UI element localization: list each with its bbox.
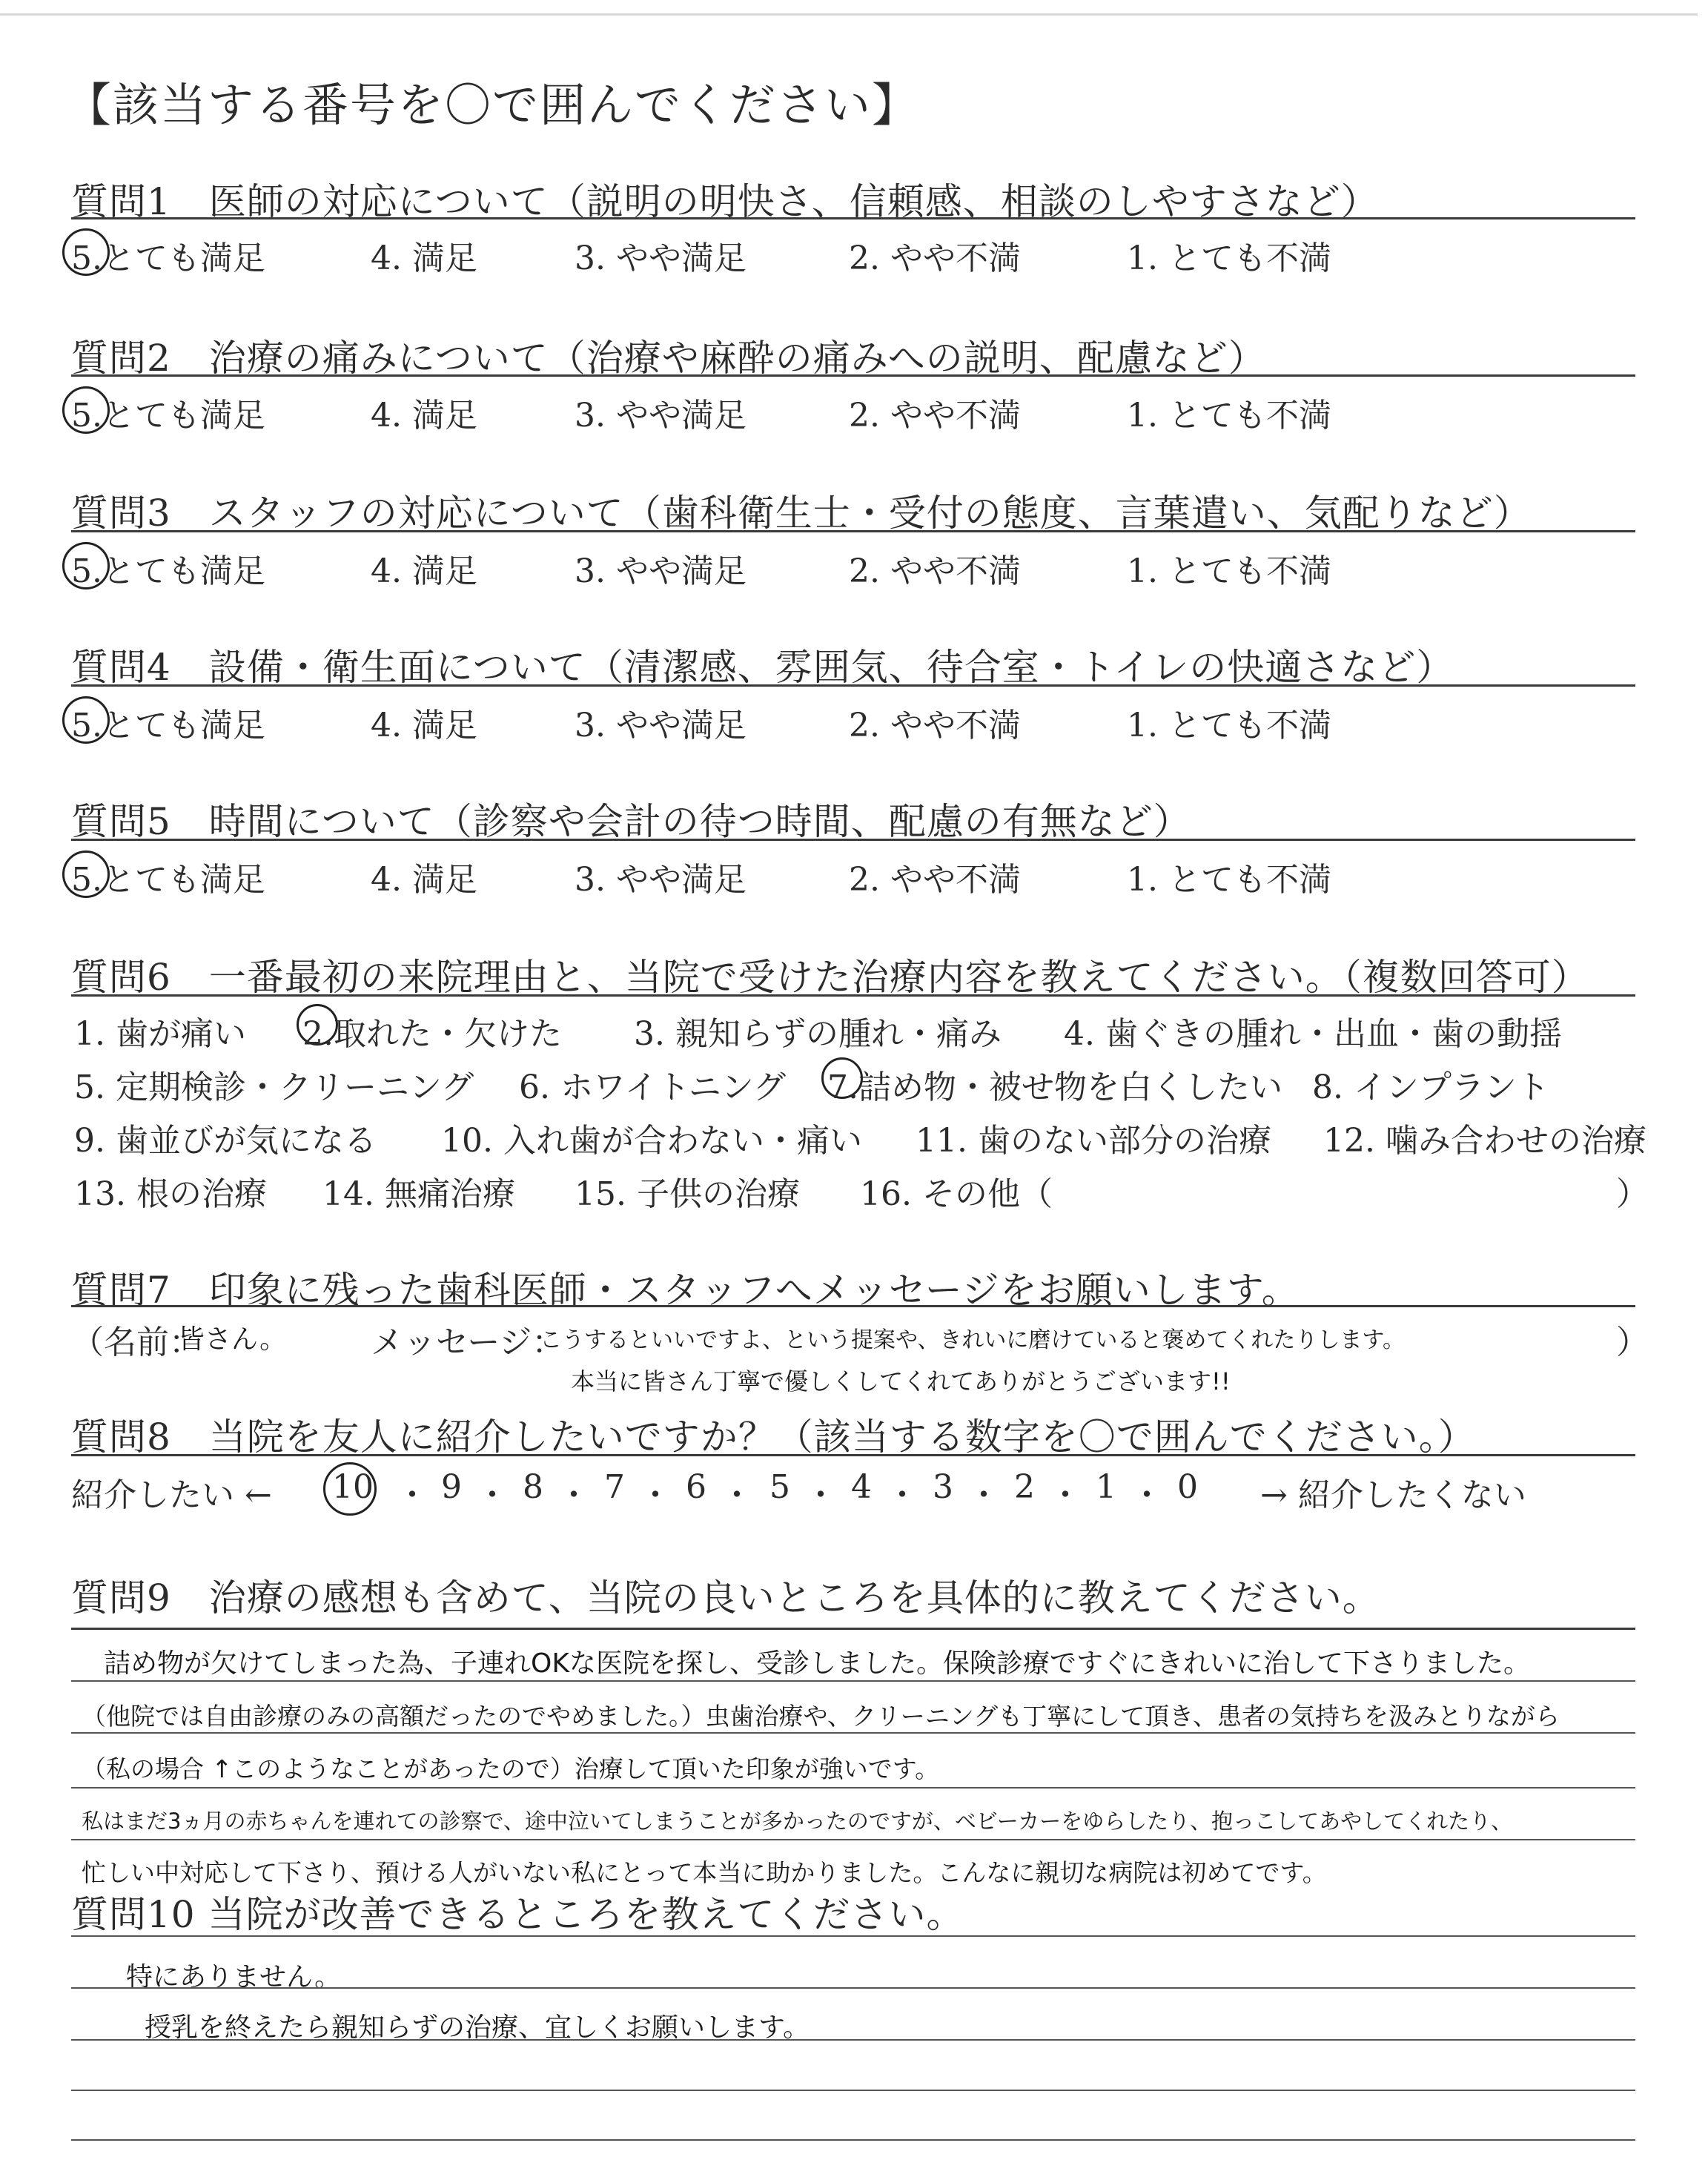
scale-3[interactable]: 3: [933, 1468, 953, 1506]
q6-option-7[interactable]: 7.詰め物・被せ物を白くしたい: [827, 1069, 1282, 1106]
q5-option-1[interactable]: 1. とても不満: [1127, 861, 1331, 899]
q9-line-3[interactable]: （私の場合 ↑このようなことがあったので）治療して頂いた印象が強いです。: [82, 1754, 940, 1783]
writing-line: [71, 1680, 1635, 1682]
q1-option-2[interactable]: 2. やや不満: [849, 240, 1021, 277]
q6-option-12[interactable]: 12. 噛み合わせの治療: [1323, 1122, 1646, 1160]
scale-4[interactable]: 4: [851, 1468, 872, 1506]
q5-option-2[interactable]: 2. やや不満: [849, 861, 1021, 899]
q4-option-2[interactable]: 2. やや不満: [849, 707, 1021, 744]
q6-option-16-close: ）: [1616, 1175, 1649, 1213]
q7-message-label: メッセージ：: [371, 1324, 565, 1361]
q10-line-1[interactable]: 特にありません。: [126, 1962, 342, 1992]
q6-option-11[interactable]: 11. 歯のない部分の治療: [916, 1122, 1271, 1160]
q9-line-5[interactable]: 忙しい中対応して下さり、預ける人がいない私にとって本当に助かりました。こんなに親切な病院は初めてです。: [82, 1858, 1327, 1887]
q7-name-value[interactable]: 皆さん。: [178, 1324, 287, 1355]
scale-7[interactable]: 7: [604, 1468, 625, 1506]
writing-line: [71, 1732, 1635, 1734]
scale-dot: ・: [1049, 1476, 1082, 1514]
q6-option-15[interactable]: 15. 子供の治療: [575, 1175, 800, 1213]
q6-option-2[interactable]: 2.取れた・欠けた: [302, 1015, 562, 1053]
q1-option-4[interactable]: 4. 満足: [371, 240, 477, 277]
scale-dot: ・: [639, 1476, 672, 1514]
writing-line: [71, 1935, 1635, 1937]
q3-option-4[interactable]: 4. 満足: [371, 552, 477, 590]
q7-close-paren: ）: [1616, 1324, 1649, 1361]
q6-option-8[interactable]: 8. インプラント: [1312, 1069, 1549, 1106]
question-9-rule: [71, 1628, 1635, 1630]
q4-option-3[interactable]: 3. やや満足: [575, 707, 747, 744]
question-7-title: 質問7 印象に残った歯科医師・スタッフへメッセージをお願いします。: [71, 1269, 1300, 1312]
q6-option-14[interactable]: 14. 無痛治療: [322, 1175, 515, 1213]
form-header: 【該当する番号を〇で囲んでください】: [65, 78, 920, 132]
scale-8[interactable]: 8: [523, 1468, 543, 1506]
q6-option-3[interactable]: 3. 親知らずの腫れ・痛み: [634, 1015, 1002, 1053]
scale-dot: ・: [557, 1476, 590, 1514]
q6-option-16[interactable]: 16. その他（: [860, 1175, 1053, 1213]
scale-10[interactable]: 10: [332, 1468, 374, 1506]
q8-left-label: 紹介したい ←: [71, 1476, 272, 1514]
q2-option-3[interactable]: 3. やや満足: [575, 397, 747, 435]
question-8-rule: [71, 1454, 1635, 1456]
q1-option-3[interactable]: 3. やや満足: [575, 240, 747, 277]
writing-line: [71, 1987, 1635, 1989]
scale-dot: ・: [967, 1476, 1000, 1514]
q9-line-4[interactable]: 私はまだ3ヵ月の赤ちゃんを連れての診察で、途中泣いてしまうことが多かったのですが、ベビーカーをゆらしたり、抱っこしてあやしてくれたり、: [82, 1809, 1513, 1834]
scale-dot: ・: [721, 1476, 753, 1514]
question-5-rule: [71, 839, 1635, 841]
q6-option-9[interactable]: 9. 歯並びが気になる: [74, 1122, 377, 1160]
q5-option-4[interactable]: 4. 満足: [371, 861, 477, 899]
q7-name-label: （名前：: [71, 1324, 202, 1361]
scale-dot: ・: [886, 1476, 918, 1514]
question-3-title: 質問3 スタッフの対応について（歯科衛生士・受付の態度、言葉遣い、気配りなど）: [71, 492, 1532, 535]
scale-0[interactable]: 0: [1177, 1468, 1198, 1506]
q6-option-10[interactable]: 10. 入れ歯が合わない・痛い: [441, 1122, 862, 1160]
q4-option-4[interactable]: 4. 満足: [371, 707, 477, 744]
q6-option-5[interactable]: 5. 定期検診・クリーニング: [74, 1069, 474, 1106]
q1-option-1[interactable]: 1. とても不満: [1127, 240, 1331, 277]
scale-6[interactable]: 6: [686, 1468, 706, 1506]
scale-9[interactable]: 9: [441, 1468, 462, 1506]
q4-option-5[interactable]: 5.とても満足: [71, 707, 265, 744]
question-4-rule: [71, 684, 1635, 687]
q9-line-1[interactable]: 詰め物が欠けてしまった為、子連れOKな医院を探し、受診しました。保険診療ですぐにきれいに治して下さりました。: [104, 1648, 1530, 1679]
q5-option-5[interactable]: 5.とても満足: [71, 861, 265, 899]
q2-option-2[interactable]: 2. やや不満: [849, 397, 1021, 435]
scale-dot: ・: [1131, 1476, 1163, 1514]
question-4-title: 質問4 設備・衛生面について（清潔感、雰囲気、待合室・トイレの快適さなど）: [71, 646, 1454, 689]
question-2-rule: [71, 374, 1635, 377]
question-1-title: 質問1 医師の対応について（説明の明快さ、信頼感、相談のしやすさなど）: [71, 180, 1379, 223]
question-5-title: 質問5 時間について（診察や会計の待つ時間、配慮の有無など）: [71, 800, 1191, 843]
q8-right-label: → 紹介したくない: [1260, 1476, 1526, 1514]
scale-dot: ・: [396, 1476, 428, 1514]
q2-option-4[interactable]: 4. 満足: [371, 397, 477, 435]
writing-line: [71, 2039, 1635, 2041]
question-6-title: 質問6 一番最初の来院理由と、当院で受けた治療内容を教えてください。（複数回答可）: [71, 956, 1589, 999]
scale-dot: ・: [476, 1476, 509, 1514]
q7-message-line-2[interactable]: 本当に皆さん丁寧で優しくしてくれてありがとうございます!!: [571, 1367, 1231, 1396]
q2-option-1[interactable]: 1. とても不満: [1127, 397, 1331, 435]
q3-option-2[interactable]: 2. やや不満: [849, 552, 1021, 590]
question-7-rule: [71, 1305, 1635, 1307]
writing-line: [71, 1787, 1635, 1789]
q7-message-line-1[interactable]: こうするといいですよ、という提案や、きれいに磨けていると褒めてくれたりします。: [540, 1327, 1405, 1353]
writing-line: [71, 2090, 1635, 2091]
q10-line-2[interactable]: 授乳を終えたら親知らずの治療、宜しくお願いします。: [145, 2012, 810, 2043]
q3-option-1[interactable]: 1. とても不満: [1127, 552, 1331, 590]
writing-line: [71, 2139, 1635, 2141]
scale-2[interactable]: 2: [1014, 1468, 1035, 1506]
q1-option-5[interactable]: 5.とても満足: [71, 240, 265, 277]
scale-1[interactable]: 1: [1096, 1468, 1116, 1506]
page-top-border: [0, 13, 1698, 16]
question-9-title: 質問9 治療の感想も含めて、当院の良いところを具体的に教えてください。: [71, 1576, 1380, 1619]
question-6-rule: [71, 994, 1635, 997]
question-2-title: 質問2 治療の痛みについて（治療や麻酔の痛みへの説明、配慮など）: [71, 337, 1266, 380]
q6-option-1[interactable]: 1. 歯が痛い: [74, 1015, 246, 1053]
q4-option-1[interactable]: 1. とても不満: [1127, 707, 1331, 744]
q9-line-2[interactable]: （他院では自由診療のみの高額だったのでやめました。）虫歯治療や、クリーニングも丁寧にして頂き、患者の気持ちを汲みとりながら: [82, 1702, 1560, 1731]
q6-option-13[interactable]: 13. 根の治療: [74, 1175, 267, 1213]
question-3-rule: [71, 530, 1635, 532]
scale-5[interactable]: 5: [769, 1468, 790, 1506]
question-10-title: 質問10 当院が改善できるところを教えてください。: [71, 1893, 964, 1936]
q5-option-3[interactable]: 3. やや満足: [575, 861, 747, 899]
question-1-rule: [71, 217, 1635, 219]
q3-option-3[interactable]: 3. やや満足: [575, 552, 747, 590]
question-8-title: 質問8 当院を友人に紹介したいですか？（該当する数字を〇で囲んでください。）: [71, 1416, 1476, 1459]
q2-option-5[interactable]: 5.とても満足: [71, 397, 265, 435]
q6-option-4[interactable]: 4. 歯ぐきの腫れ・出血・歯の動揺: [1064, 1015, 1562, 1053]
writing-line: [71, 1839, 1635, 1840]
scale-dot: ・: [804, 1476, 837, 1514]
q3-option-5[interactable]: 5.とても満足: [71, 552, 265, 590]
q6-option-6[interactable]: 6. ホワイトニング: [519, 1069, 787, 1106]
